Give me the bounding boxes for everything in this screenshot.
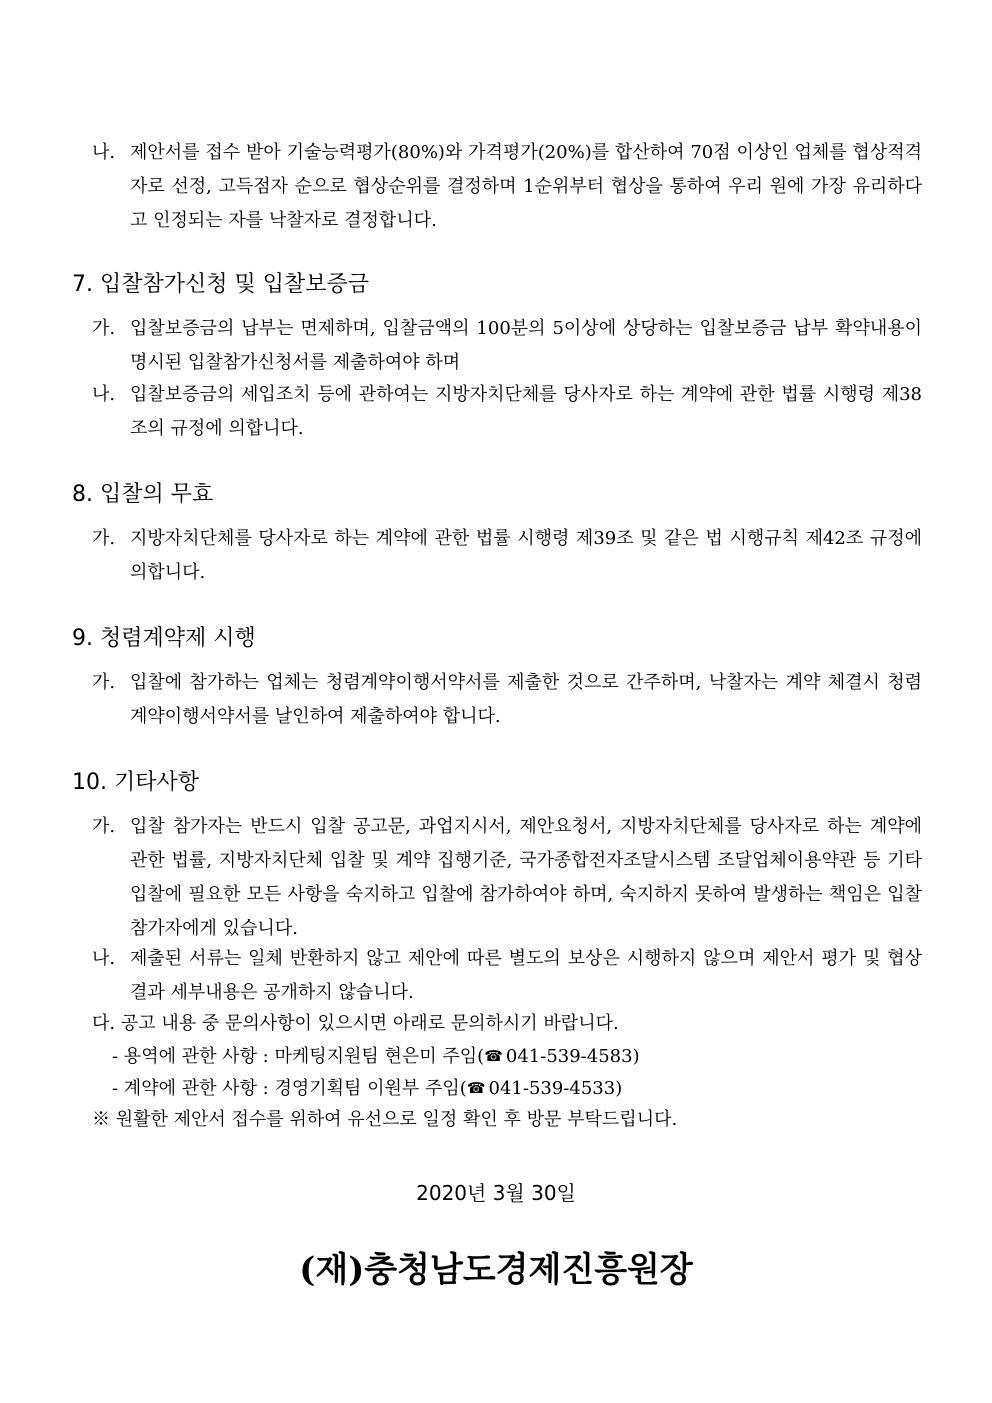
item-marker: 가. [92, 672, 116, 693]
contact-service [112, 1040, 640, 1073]
item-marker: 가. [92, 318, 116, 339]
item-text: 제안서를 접수 받아 기술능력평가(80%)와 가격평가(20%)를 합산하여 70점 이상인 업체를 협상적격자로 선정, 고득점자 순으로 협상순위를 결정하며 1순위부터 협상을 통하여 우리 원에 가장 유리하다고 인정되는 자를 낙찰자로 결정합니다. [130, 142, 922, 231]
visit-note: ※ 원활한 제안서 접수를 위하여 유선으로 일정 확인 후 방문 부탁드립니다. [92, 1109, 678, 1130]
section-8-heading: 8. 입찰의 무효 [72, 482, 214, 507]
section-10-item-ga [92, 810, 922, 946]
section-8-item-ga [92, 522, 922, 590]
item-marker: 나. [92, 384, 116, 405]
contact-prefix: - 용역에 관한 사항 : 마케팅지원팀 현은미 주임( [112, 1046, 485, 1067]
contact-suffix: ) [632, 1046, 640, 1067]
contact-phone: 041-539-4583 [505, 1046, 633, 1067]
contact-prefix: - 계약에 관한 사항 : 경영기획팀 이원부 주임( [112, 1078, 467, 1099]
item-marker: 나. [92, 948, 116, 969]
section-7-item-ga [92, 312, 922, 380]
section-9-heading: 9. 청렴계약제 시행 [72, 626, 256, 651]
section-7-item-na [92, 378, 922, 446]
contact-contract [112, 1072, 622, 1105]
item-text: 제출된 서류는 일체 반환하지 않고 제안에 따른 별도의 보상은 시행하지 않으며 제안서 평가 및 협상결과 세부내용은 공개하지 않습니다. [130, 948, 922, 1003]
section-10-heading: 10. 기타사항 [72, 770, 199, 795]
contact-phone: 041-539-4533 [488, 1078, 616, 1099]
item-marker: 가. [92, 816, 116, 837]
issuer-signature: (재)충청남도경제진흥원장 [299, 1250, 693, 1290]
item-text: 지방자치단체를 당사자로 하는 계약에 관한 법률 시행령 제39조 및 같은 법 시행규칙 제42조 규정에 의합니다. [130, 528, 922, 583]
announcement-date: 2020년 3월 30일 [416, 1181, 576, 1205]
section-9-item-ga [92, 666, 922, 734]
item-marker: 나. [92, 142, 116, 163]
item-text: 입찰보증금의 세입조치 등에 관하여는 지방자치단체를 당사자로 하는 계약에 관한 법률 시행령 제38조의 규정에 의합니다. [130, 384, 922, 439]
item-text: 입찰 참가자는 반드시 입찰 공고문, 과업지시서, 제안요청서, 지방자치단체를 당사자로 하는 계약에 관한 법률, 지방자치단체 입찰 및 계약 집행기준, 국가종합전자조달시스템 조달업체이용약관 등 기타 입찰에 필요한 모든 사항을 숙지하고 입찰에 참가하여야 하며, 숙지하지 못하여 발생하는 책임은 입찰참가자에게 있습니다. [130, 816, 922, 939]
inquiry-line: 다. 공고 내용 중 문의사항이 있으시면 아래로 문의하시기 바랍니다. [92, 1013, 619, 1034]
item-text: 입찰에 참가하는 업체는 청렴계약이행서약서를 제출한 것으로 간주하며, 낙찰자는 계약 체결시 청렴계약이행서약서를 날인하여 제출하여야 합니다. [130, 672, 922, 727]
section-7-heading: 7. 입찰참가신청 및 입찰보증금 [72, 272, 369, 297]
contact-suffix: ) [615, 1078, 623, 1099]
section-10-item-na [92, 942, 922, 1010]
telephone-icon: ☎ [466, 1079, 486, 1097]
telephone-icon: ☎ [484, 1047, 503, 1065]
intro-item [92, 136, 922, 238]
item-text: 입찰보증금의 납부는 면제하며, 입찰금액의 100분의 5이상에 상당하는 입찰보증금 납부 확약내용이 명시된 입찰참가신청서를 제출하여야 하며 [130, 318, 922, 373]
item-marker: 가. [92, 528, 116, 549]
